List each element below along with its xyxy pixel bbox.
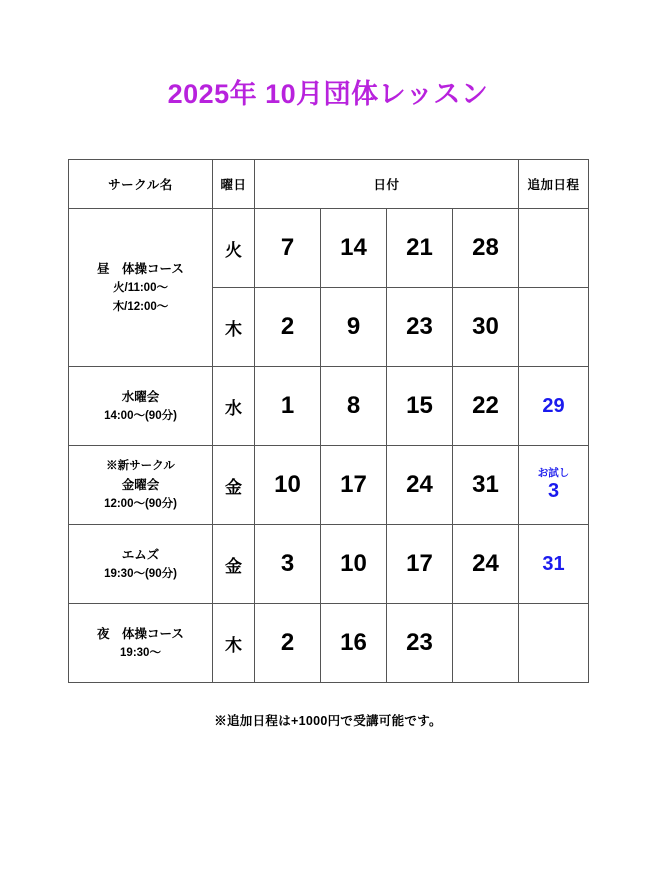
date-cell: 31 [453, 446, 519, 525]
date-cell [453, 604, 519, 683]
date-cell: 23 [387, 288, 453, 367]
date-cell: 17 [321, 446, 387, 525]
date-cell: 30 [453, 288, 519, 367]
course-cell [69, 367, 213, 446]
date-cell: 2 [255, 288, 321, 367]
course-line: 12:00〜(90分) [104, 498, 177, 510]
date-cell: 9 [321, 288, 387, 367]
date-cell: 28 [453, 209, 519, 288]
schedule-table-wrapper [68, 159, 588, 683]
footnote: ※追加日程は+1000円で受講可能です。 [214, 714, 442, 728]
date-cell: 24 [453, 525, 519, 604]
extra-cell [519, 604, 589, 683]
trial-date: 3 [547, 480, 560, 503]
weekday-cell: 水 [213, 367, 255, 446]
course-line: 夜 体操コース [97, 626, 184, 641]
course-cell [69, 446, 213, 525]
weekday-cell: 火 [213, 209, 255, 288]
course-cell [69, 209, 213, 367]
course-line: 木/12:00〜 [112, 300, 169, 313]
date-cell: 10 [321, 525, 387, 604]
extra-cell [519, 288, 589, 367]
course-line: 昼 体操コース [97, 262, 184, 277]
course-cell [69, 604, 213, 683]
weekday-cell: 木 [213, 288, 255, 367]
table-row [69, 209, 589, 288]
table-row [69, 525, 589, 604]
weekday-cell: 金 [213, 525, 255, 604]
header-dates: 日付 [255, 160, 519, 209]
table-header-row [69, 160, 589, 209]
course-line: 火/11:00〜 [113, 282, 168, 295]
date-cell: 15 [387, 367, 453, 446]
course-line: ※新サークル [106, 459, 175, 472]
header-circle-name: サークル名 [69, 160, 213, 209]
weekday-cell: 金 [213, 446, 255, 525]
extra-cell [519, 446, 589, 525]
date-cell: 16 [321, 604, 387, 683]
table-row [69, 367, 589, 446]
extra-cell: 29 [519, 367, 589, 446]
date-cell: 3 [255, 525, 321, 604]
course-line: 14:00〜(90分) [104, 409, 177, 422]
date-cell: 24 [387, 446, 453, 525]
date-cell: 2 [255, 604, 321, 683]
trial-label: お試し [537, 466, 570, 479]
extra-cell: 31 [519, 525, 589, 604]
header-weekday: 曜日 [213, 160, 255, 209]
date-cell: 7 [255, 209, 321, 288]
extra-cell [519, 209, 589, 288]
date-cell: 22 [453, 367, 519, 446]
table-row [69, 446, 589, 525]
date-cell: 1 [255, 367, 321, 446]
date-cell: 10 [255, 446, 321, 525]
course-line: エムズ [121, 547, 160, 562]
schedule-table [68, 159, 589, 683]
course-line: 19:30〜(90分) [104, 567, 177, 580]
date-cell: 23 [387, 604, 453, 683]
course-line: 金曜会 [121, 478, 160, 492]
date-cell: 21 [387, 209, 453, 288]
lesson-schedule-page [0, 72, 656, 869]
table-row [69, 604, 589, 683]
header-extra: 追加日程 [519, 160, 589, 209]
date-cell: 8 [321, 367, 387, 446]
page-title: 2025年 10月団体レッスン [167, 79, 489, 109]
course-cell [69, 525, 213, 604]
date-cell: 14 [321, 209, 387, 288]
date-cell: 17 [387, 525, 453, 604]
course-line: 19:30〜 [120, 646, 161, 659]
course-line: 水曜会 [121, 389, 160, 404]
weekday-cell: 木 [213, 604, 255, 683]
